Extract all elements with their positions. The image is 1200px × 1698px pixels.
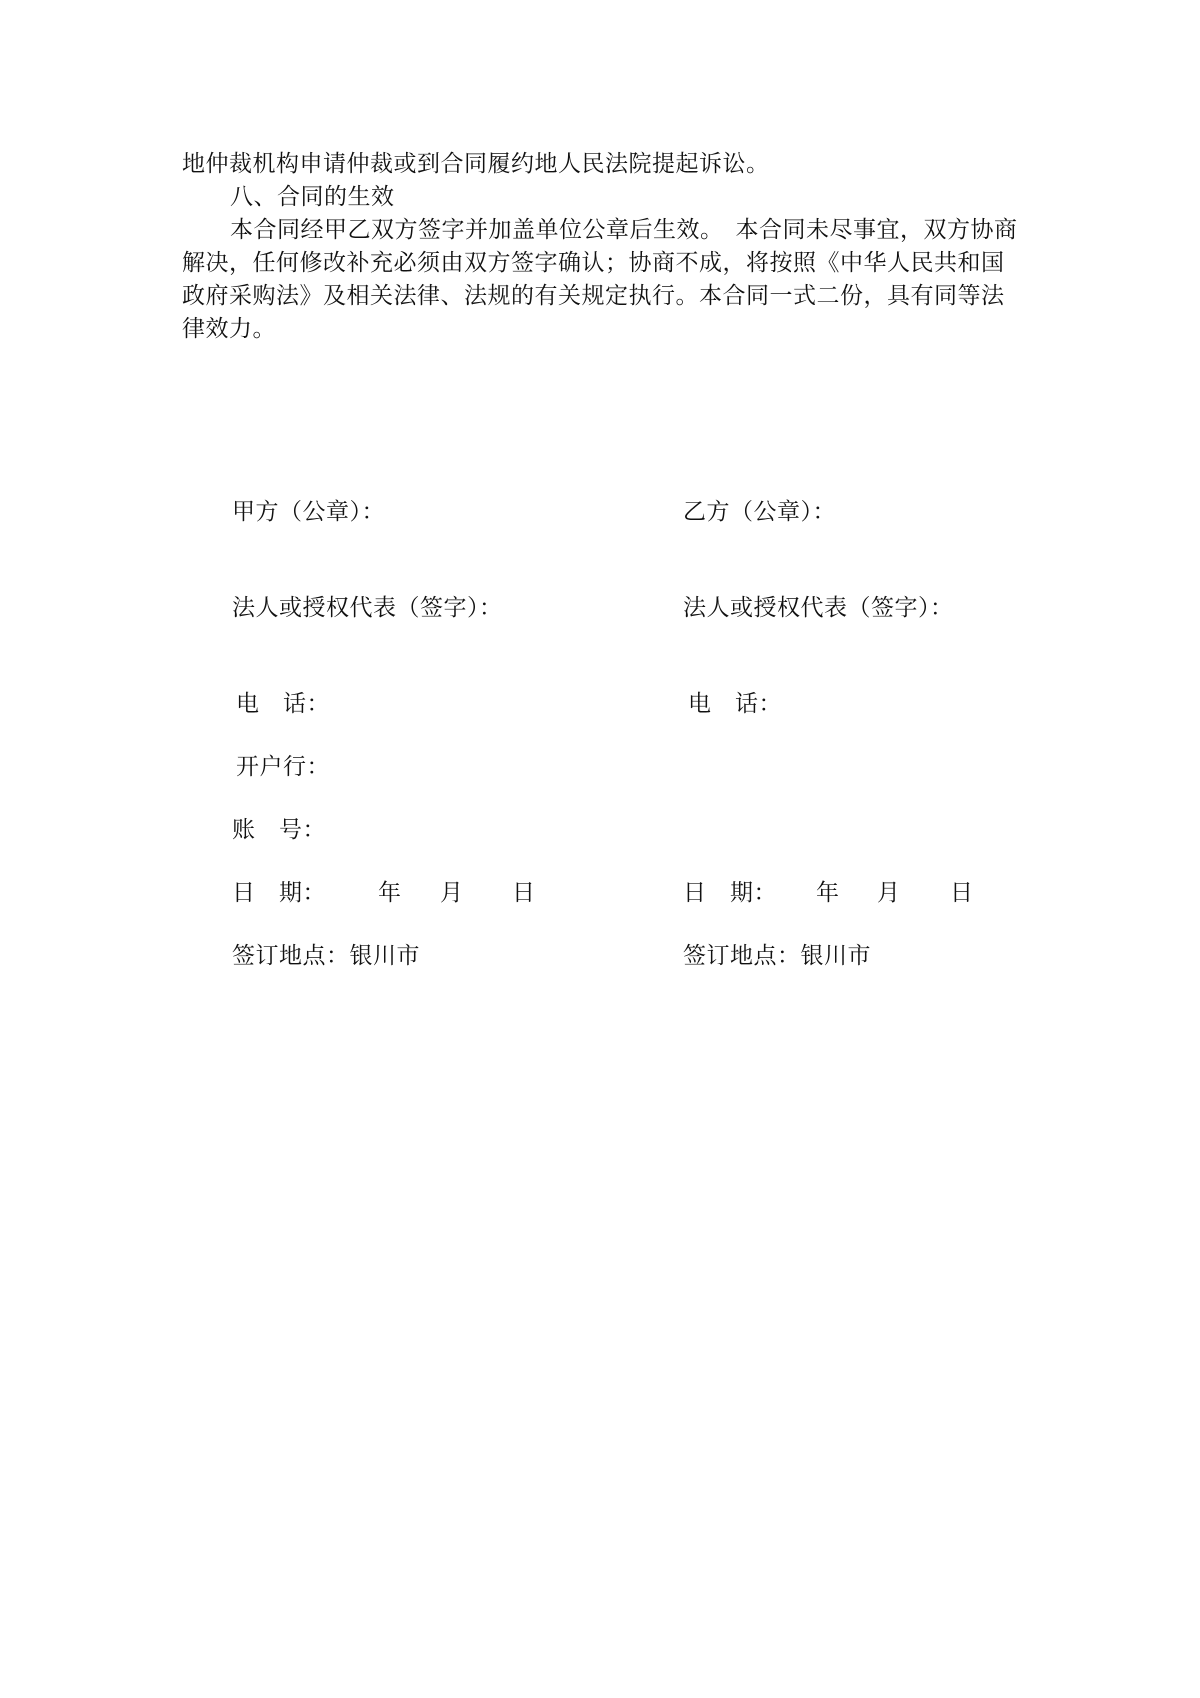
party-a-phone-label: 电 话： xyxy=(236,691,330,717)
party-a-date-day: 日 xyxy=(512,880,536,906)
party-b-seal-label: 乙方（公章）： xyxy=(683,499,836,525)
party-b-phone-label: 电 话： xyxy=(688,691,782,717)
party-a-bank-label: 开户行： xyxy=(236,754,330,780)
party-a-date-label: 日 期： xyxy=(232,880,326,906)
party-a-place-label: 签订地点：银川市 xyxy=(232,943,420,969)
party-a-date-month: 月 xyxy=(440,880,464,906)
party-b-date-year: 年 xyxy=(816,880,840,906)
party-b-place-label: 签订地点：银川市 xyxy=(683,943,871,969)
effect-paragraph: 本合同经甲乙双方签字并加盖单位公章后生效。 本合同未尽事宜，双方协商解决，任何修改补充必须由双方签字确认；协商不成，将按照《中华人民共和国政府采购法》及相关法律、法规的有关规定执行。本合同一式二份，具有同等法律效力。 xyxy=(182,217,1018,342)
section-heading: 八、合同的生效 xyxy=(230,184,395,210)
party-a-date-year: 年 xyxy=(378,880,402,906)
party-a-account-label: 账 号： xyxy=(232,817,326,843)
party-a-rep-label: 法人或授权代表（签字）： xyxy=(232,595,503,621)
contract-body xyxy=(182,148,1022,346)
party-a-seal-label: 甲方（公章）： xyxy=(232,499,385,525)
party-b-date-month: 月 xyxy=(877,880,901,906)
continuation-line: 地仲裁机构申请仲裁或到合同履约地人民法院提起诉讼。 xyxy=(182,151,770,177)
party-b-date-label: 日 期： xyxy=(683,880,777,906)
party-b-date-day: 日 xyxy=(950,880,974,906)
party-b-rep-label: 法人或授权代表（签字）： xyxy=(683,595,954,621)
